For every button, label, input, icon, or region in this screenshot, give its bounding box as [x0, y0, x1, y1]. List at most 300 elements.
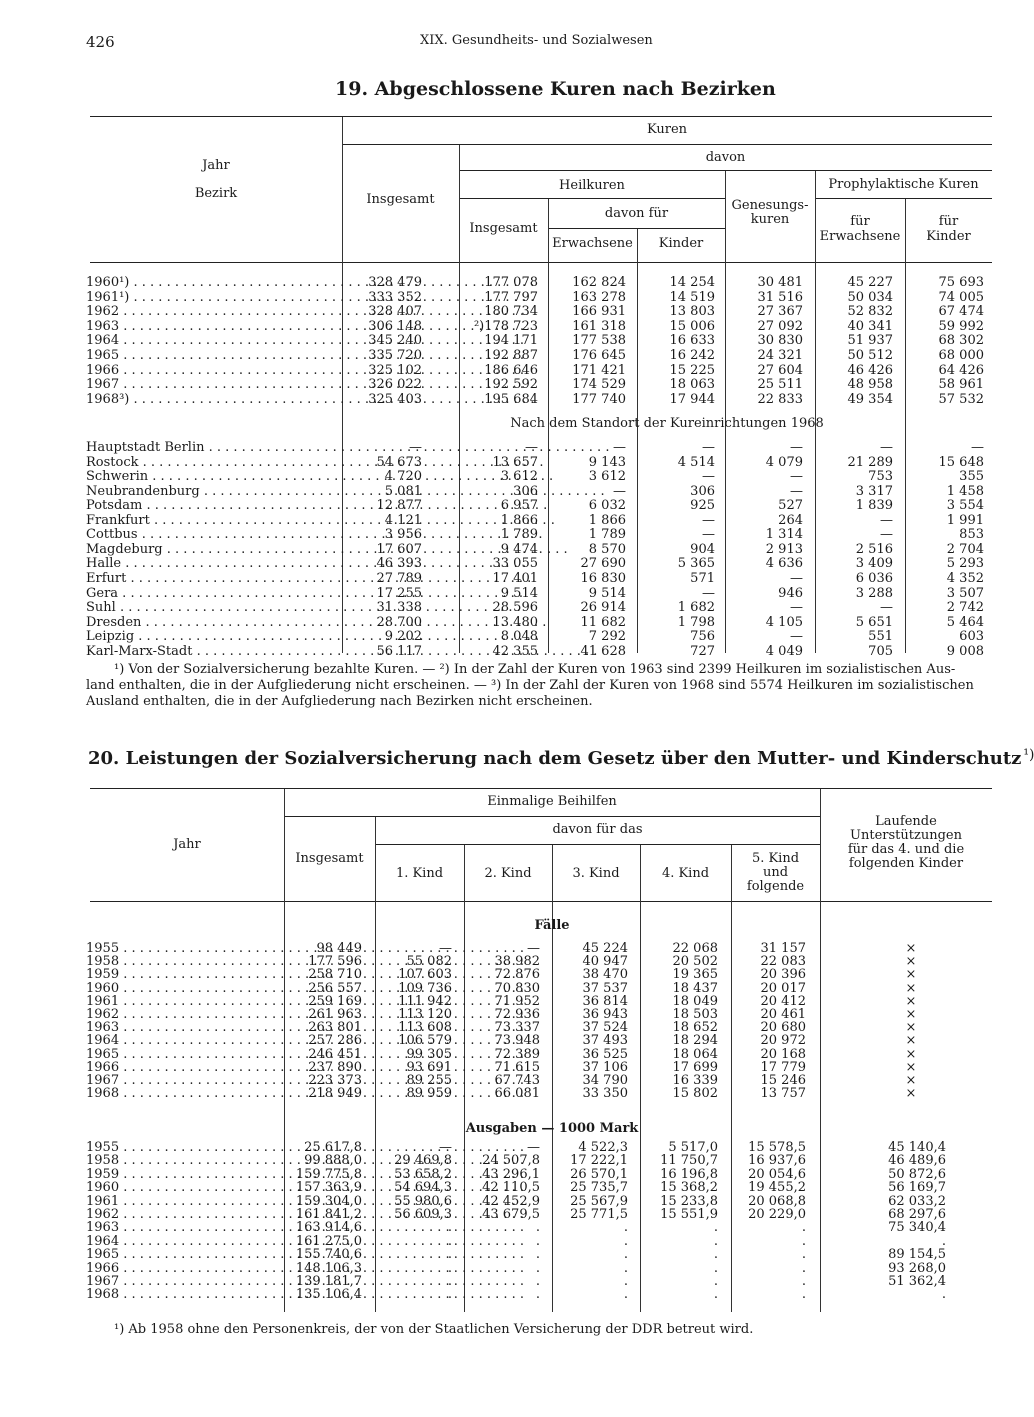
table-cell: 106 579	[398, 1033, 452, 1049]
table-cell: 162 824	[572, 275, 626, 290]
table-cell: 5 464	[946, 614, 984, 630]
row-label: 1959 . . .	[86, 968, 268, 982]
table-cell: 40 947	[582, 954, 628, 970]
table-cell: 4 049	[765, 643, 803, 659]
row-label: Halle . . .	[86, 557, 314, 571]
table-cell: —	[702, 585, 715, 601]
table-cell: —	[790, 440, 803, 455]
table-cell: 71 952	[494, 993, 540, 1009]
row-label: Gera . . .	[86, 587, 314, 601]
table-cell: 43 679,5	[482, 1207, 540, 1222]
table-cell: 306	[513, 483, 538, 499]
header-heil-insgesamt: Insgesamt	[469, 221, 538, 236]
table-cell: 2 913	[765, 541, 803, 557]
table-cell: 89 959	[406, 1086, 452, 1102]
row-label: 1963 . . .	[86, 320, 314, 334]
table-cell: 1 866	[500, 512, 538, 528]
table-cell: 194 171	[484, 333, 538, 349]
table-cell: 46 393	[376, 556, 422, 572]
header-jahr: Jahr	[173, 837, 201, 852]
row-label: Frankfurt . . .	[86, 514, 314, 528]
row-label: 1958 . . .	[86, 1154, 268, 1168]
table-cell: .	[801, 1247, 806, 1263]
row-label: 1966 . . .	[86, 1061, 268, 1075]
row-label: 1966 . . .	[86, 1262, 268, 1276]
table-cell: 36 525	[582, 1046, 628, 1062]
table-cell: 2 742	[946, 600, 984, 616]
table-cell: 925	[690, 498, 715, 514]
table-cell: 28 596	[492, 600, 538, 616]
table-cell: 15 648	[938, 454, 984, 470]
table-cell: 4 121	[384, 512, 422, 528]
row-label: 1968 . . .	[86, 1288, 268, 1302]
table-cell: 3 409	[855, 556, 893, 572]
table-cell: 15 006	[669, 318, 715, 334]
table-cell: 753	[868, 469, 893, 485]
row-label: Leipzig . . .	[86, 630, 314, 644]
table-cell: 113 608	[398, 1020, 452, 1036]
table-cell: 177 797	[484, 289, 538, 305]
table-cell: 6 957	[500, 498, 538, 514]
row-label: 1955 . . .	[86, 942, 268, 956]
table-cell: 192 592	[484, 377, 538, 393]
header-kuren: Kuren	[646, 122, 688, 137]
table-cell: 27 092	[757, 318, 803, 334]
header-stub-jahr: Jahr	[202, 158, 230, 173]
table-cell: .	[623, 1287, 628, 1303]
table-cell: 72 936	[494, 1007, 540, 1022]
table-cell: 54 694,3	[394, 1180, 452, 1196]
table-cell: 218 949	[308, 1086, 362, 1102]
page-number: 426	[86, 33, 115, 51]
table-cell: ×	[905, 1046, 917, 1062]
table-cell: 1 682	[677, 600, 715, 616]
header-stub-bezirk: Bezirk	[194, 186, 238, 201]
table-cell: 325 102	[368, 362, 422, 378]
table-cell: 527	[778, 498, 803, 514]
table-cell: 70 830	[494, 980, 540, 996]
table-cell: 48 958	[847, 377, 893, 393]
row-label: Hauptstadt Berlin . . .	[86, 441, 314, 455]
table-cell: 50 034	[847, 289, 893, 305]
table-cell: 24 321	[757, 348, 803, 363]
table-cell: .	[713, 1260, 718, 1276]
header-davon: davon	[705, 150, 746, 165]
table-cell: 72 389	[494, 1046, 540, 1062]
table-cell: 46 489,6	[888, 1153, 946, 1169]
table-cell: 68 302	[938, 333, 984, 349]
table-cell: 159 775,8	[295, 1166, 362, 1182]
table-cell: 26 914	[580, 600, 626, 616]
table-cell: .	[535, 1247, 540, 1263]
table-cell: 259 169	[308, 993, 362, 1009]
running-head: XIX. Gesundheits- und Sozialwesen	[420, 33, 653, 48]
table-cell: 1 866	[588, 512, 626, 528]
table-cell: 335 720	[368, 348, 422, 363]
rule	[459, 198, 725, 199]
table-cell: 26 570,1	[570, 1166, 628, 1182]
section-label-standort: Nach dem Standort der Kureinrichtungen 1968	[510, 416, 824, 431]
table-cell: 66 081	[494, 1086, 540, 1102]
table-cell: 55 980,6	[394, 1193, 452, 1209]
table-cell: 139 181,7	[295, 1274, 362, 1289]
table-cell: 264	[778, 512, 803, 528]
footnote-19-2: land enthalten, die in der Aufgliederung nicht erscheinen. — ³) In der Zahl der Kuren von 1968 sind 5574 Heilkuren im sozialistischen	[86, 678, 974, 693]
table-cell: 36 943	[582, 1007, 628, 1022]
table-cell: 99 305	[406, 1046, 452, 1062]
table-cell: 14 254	[669, 275, 715, 290]
table-cell: 109 736	[398, 980, 452, 996]
table-cell: 161 841,2	[295, 1207, 362, 1222]
table-cell: 49 354	[847, 391, 893, 407]
table-cell: 15 233,8	[660, 1193, 718, 1209]
table-cell: 22 833	[757, 391, 803, 407]
table-cell: —	[790, 570, 803, 586]
table-cell: 9 514	[588, 585, 626, 601]
table-cell: 51 937	[847, 333, 893, 349]
table-cell: 42 452,9	[482, 1193, 540, 1209]
table-cell: .	[713, 1287, 718, 1303]
table-cell: 13 803	[669, 304, 715, 320]
table-cell: 325 403	[368, 391, 422, 407]
table-cell: 56 609,3	[394, 1207, 452, 1222]
table-cell: 155 740,6	[295, 1247, 362, 1263]
table-cell: 31 516	[757, 289, 803, 305]
row-label: Cottbus . . .	[86, 528, 314, 542]
table-cell: 17 699	[672, 1059, 718, 1075]
row-label: 1964 . . .	[86, 1034, 268, 1048]
table-cell: 50 872,6	[888, 1166, 946, 1182]
table-cell: 8 570	[588, 541, 626, 557]
table-cell: 171 421	[572, 362, 626, 378]
table-cell: .	[447, 1233, 452, 1249]
table-cell: —	[702, 527, 715, 543]
header-kind4: 4. Kind	[661, 866, 710, 881]
table-cell: 18 437	[672, 980, 718, 996]
table-cell: 13 480	[492, 614, 538, 630]
table-cell: —	[790, 483, 803, 499]
section-label-faelle: Fälle	[534, 918, 570, 933]
table-cell: 14 519	[669, 289, 715, 305]
table-cell: 20 017	[760, 980, 806, 996]
header-kinder: Kinder	[658, 236, 704, 251]
header-fuer-erw: für	[850, 214, 870, 229]
table-cell: —	[790, 469, 803, 485]
table-cell: 17 607	[376, 541, 422, 557]
table-cell: 64 426	[938, 362, 984, 378]
table-cell: 20 068,8	[748, 1193, 806, 1209]
table-cell: 73 337	[494, 1020, 540, 1036]
table-cell: 25 511	[757, 377, 803, 393]
table-cell: 904	[690, 541, 715, 557]
table-cell: —	[880, 440, 893, 455]
rule	[90, 116, 992, 117]
table-cell: .	[447, 1287, 452, 1303]
table-cell: 17 255	[376, 585, 422, 601]
table-cell: 15 225	[669, 362, 715, 378]
table-cell: 75 340,4	[888, 1220, 946, 1236]
header-davon-fuer-das: davon für das	[552, 822, 643, 837]
table-cell: 25 735,7	[570, 1180, 628, 1196]
table-cell: 5 081	[384, 483, 422, 499]
table-cell: .	[801, 1287, 806, 1303]
table-cell: 21 289	[847, 454, 893, 470]
table-cell: 56 169,7	[888, 1180, 946, 1196]
table-cell: 41 628	[580, 643, 626, 659]
rule	[90, 262, 992, 263]
table-cell: 17 401	[492, 570, 538, 586]
table-cell: 258 710	[308, 967, 362, 983]
rule	[342, 144, 992, 145]
table-19-title: 19. Abgeschlossene Kuren nach Bezirken	[335, 78, 776, 100]
header-fuer-kind: für	[938, 214, 959, 229]
header-genesungs: Genesungs-	[731, 198, 809, 213]
table-cell: 27 604	[757, 362, 803, 378]
table-cell: .	[535, 1233, 540, 1249]
table-cell: 2 704	[946, 541, 984, 557]
table-cell: 31 338	[376, 600, 422, 616]
row-label: Erfurt . . .	[86, 572, 314, 586]
table-cell: 37 106	[582, 1059, 628, 1075]
table-cell: 33 350	[582, 1086, 628, 1102]
table-cell: —	[613, 440, 626, 455]
table-cell: 89 154,5	[888, 1247, 946, 1263]
table-cell: 9 514	[500, 585, 538, 601]
table-cell: —	[439, 941, 452, 956]
table-cell: —	[790, 629, 803, 645]
table-cell: 16 937,6	[748, 1153, 806, 1169]
table-cell: .	[801, 1274, 806, 1289]
table-cell: 20 461	[760, 1007, 806, 1022]
table-cell: 4 352	[946, 570, 984, 586]
table-cell: .	[447, 1260, 452, 1276]
table-cell: .	[623, 1260, 628, 1276]
table-cell: .	[713, 1274, 718, 1289]
table-cell: 50 512	[847, 348, 893, 363]
table-cell: 27 789	[376, 570, 422, 586]
table-cell: 163 278	[572, 289, 626, 305]
row-label: 1965 . . .	[86, 1048, 268, 1062]
table-cell: 192 887	[484, 348, 538, 363]
table-cell: .	[941, 1287, 946, 1303]
header-kind2: 2. Kind	[484, 866, 532, 881]
table-cell: 53 658,2	[394, 1166, 452, 1182]
table-cell: 551	[868, 629, 893, 645]
table-cell: 68 000	[938, 348, 984, 363]
table-cell: —	[702, 512, 715, 528]
table-cell: 148 106,3	[295, 1260, 362, 1276]
table-cell: 177 538	[572, 333, 626, 349]
table-cell: 246 451	[308, 1046, 362, 1062]
table-cell: 15 578,5	[748, 1140, 806, 1155]
header-davon-fuer: davon für	[604, 206, 669, 221]
table-cell: ×	[905, 1086, 917, 1102]
table-cell: .	[801, 1233, 806, 1249]
table-cell: 9 008	[946, 643, 984, 659]
table-cell: 20 168	[760, 1046, 806, 1062]
table-cell: 25 617,8	[304, 1140, 362, 1155]
table-cell: 705	[868, 643, 893, 659]
table-cell: 17 779	[760, 1059, 806, 1075]
row-label: 1955 . . .	[86, 1141, 268, 1155]
table-cell: 223 373	[308, 1073, 362, 1088]
table-cell: 20 396	[760, 967, 806, 983]
table-cell: 67 474	[938, 304, 984, 320]
table-cell: 12 877	[376, 498, 422, 514]
table-cell: 28 700	[376, 614, 422, 630]
table-cell: 5 651	[855, 614, 893, 630]
table-cell: 99 888,0	[304, 1153, 362, 1169]
table-cell: —	[527, 941, 540, 956]
table-cell: 13 757	[760, 1086, 806, 1102]
row-label: 1961 . . .	[86, 1195, 268, 1209]
table-cell: 3 956	[384, 527, 422, 543]
header-laufende-3: für das 4. und die	[847, 842, 965, 857]
table-cell: 6 032	[588, 498, 626, 514]
table-cell: 16 242	[669, 348, 715, 363]
table-cell: 263 801	[308, 1020, 362, 1036]
row-label: 1967 . . .	[86, 378, 314, 392]
table-cell: ×	[905, 967, 917, 983]
table-cell: 19 365	[672, 967, 718, 983]
table-cell: 11 750,7	[660, 1153, 718, 1169]
row-label: Magdeburg . . .	[86, 543, 314, 557]
table-cell: —	[790, 600, 803, 616]
table-cell: 30 830	[757, 333, 803, 349]
table-cell: 20 412	[760, 993, 806, 1009]
table-cell: 15 551,9	[660, 1207, 718, 1222]
header-prophylaktische: Prophylaktische Kuren	[828, 177, 979, 192]
table-cell: ×	[905, 993, 917, 1009]
table-cell: 3 507	[946, 585, 984, 601]
table-cell: 257 286	[308, 1033, 362, 1049]
table-cell: 1 991	[946, 512, 984, 528]
table-cell: 256 557	[308, 980, 362, 996]
table-cell: 161 318	[572, 318, 626, 334]
table-cell: 157 363,9	[295, 1180, 362, 1196]
header-fuer-kind-2: Kinder	[926, 229, 971, 244]
row-label: 1966 . . .	[86, 364, 314, 378]
header-kind3: 3. Kind	[572, 866, 620, 881]
table-cell: ×	[905, 1020, 917, 1036]
rule	[815, 198, 992, 199]
table-cell: .	[713, 1220, 718, 1236]
table-cell: 161 275,0	[295, 1233, 362, 1249]
table-cell: 7 292	[588, 629, 626, 645]
row-label: 1963 . . .	[86, 1221, 268, 1235]
header-heilkuren: Heilkuren	[559, 178, 625, 193]
table-20-title-text: 20. Leistungen der Sozialversicherung nach dem Gesetz über den Mutter- und Kinderschutz	[88, 748, 1022, 769]
table-cell: 71 615	[494, 1059, 540, 1075]
table-cell: .	[801, 1260, 806, 1276]
table-cell: 34 790	[582, 1073, 628, 1088]
table-cell: 37 493	[582, 1033, 628, 1049]
rule	[375, 844, 820, 845]
row-label: Schwerin . . .	[86, 470, 314, 484]
table-cell: 25 567,9	[570, 1193, 628, 1209]
table-cell: 55 082	[406, 954, 452, 970]
row-label: 1968³) . . .	[86, 393, 314, 407]
table-cell: 3 317	[855, 483, 893, 499]
table-cell: 159 304,0	[295, 1193, 362, 1209]
table-cell: 3 612	[500, 469, 538, 485]
table-cell: .	[623, 1247, 628, 1263]
table-cell: 58 961	[938, 377, 984, 393]
table-cell: 4 514	[677, 454, 715, 470]
row-label: 1962 . . .	[86, 305, 314, 319]
row-label: 1961¹) . . .	[86, 291, 314, 305]
table-cell: 5 293	[946, 556, 984, 572]
table-cell: .	[623, 1274, 628, 1289]
table-cell: 328 407	[368, 304, 422, 320]
table-cell: 4 105	[765, 614, 803, 630]
table-cell: 177 078	[484, 275, 538, 290]
table-cell: 31 157	[760, 941, 806, 956]
table-cell: 54 673	[376, 454, 422, 470]
table-cell: 24 507,8	[482, 1153, 540, 1169]
table-cell: 67 743	[494, 1073, 540, 1088]
row-label: 1964 . . .	[86, 334, 314, 348]
table-cell: ×	[905, 1073, 917, 1088]
table-cell: 20 229,0	[748, 1207, 806, 1222]
footnote-19-3: Ausland enthalten, die in der Aufgliederung nach Bezirken nicht erscheinen.	[86, 694, 593, 709]
row-label: Rostock . . .	[86, 456, 314, 470]
table-cell: 46 426	[847, 362, 893, 378]
table-cell: 73 948	[494, 1033, 540, 1049]
header-erwachsene: Erwachsene	[552, 236, 633, 251]
table-cell: .	[535, 1274, 540, 1289]
header-laufende: Laufende	[875, 814, 937, 829]
table-cell: 38 470	[582, 967, 628, 983]
table-cell: 946	[778, 585, 803, 601]
table-cell: .	[623, 1220, 628, 1236]
table-cell: 36 814	[582, 993, 628, 1009]
table-cell: 56 117	[376, 643, 422, 659]
table-cell: 261 963	[308, 1007, 362, 1022]
table-cell: 20 502	[672, 954, 718, 970]
row-label: 1960 . . .	[86, 1181, 268, 1195]
table-cell: 40 341	[847, 318, 893, 334]
table-cell: 15 368,2	[660, 1180, 718, 1196]
table-cell: ×	[905, 1033, 917, 1049]
table-cell: 180 734	[484, 304, 538, 320]
row-label: 1968 . . .	[86, 1087, 268, 1101]
table-cell: 5 365	[677, 556, 715, 572]
table-cell: 19 455,2	[748, 1180, 806, 1196]
table-cell: 6 036	[855, 570, 893, 586]
table-cell: 163 914,6	[295, 1220, 362, 1236]
header-laufende-4: folgenden Kinder	[848, 856, 964, 871]
table-cell: 107 603	[398, 967, 452, 983]
table-cell: 4 636	[765, 556, 803, 572]
table-cell: 16 830	[580, 570, 626, 586]
table-cell: 27 690	[580, 556, 626, 572]
table-cell: —	[525, 440, 538, 455]
table-cell: 333 352	[368, 289, 422, 305]
table-cell: 1 789	[500, 527, 538, 543]
table-cell: 1 789	[588, 527, 626, 543]
table-cell: 355	[959, 469, 984, 485]
table-cell: .	[535, 1260, 540, 1276]
table-cell: —	[527, 1140, 540, 1155]
row-label: 1962 . . .	[86, 1008, 268, 1022]
table-cell: .	[941, 1233, 946, 1249]
table-cell: 18 064	[672, 1046, 718, 1062]
table-cell: 72 876	[494, 967, 540, 983]
footnote-20: ¹) Ab 1958 ohne den Personenkreis, der von der Staatlichen Versicherung der DDR betreut wird.	[114, 1322, 754, 1337]
table-cell: 15 802	[672, 1086, 718, 1102]
row-label: 1961 . . .	[86, 995, 268, 1009]
